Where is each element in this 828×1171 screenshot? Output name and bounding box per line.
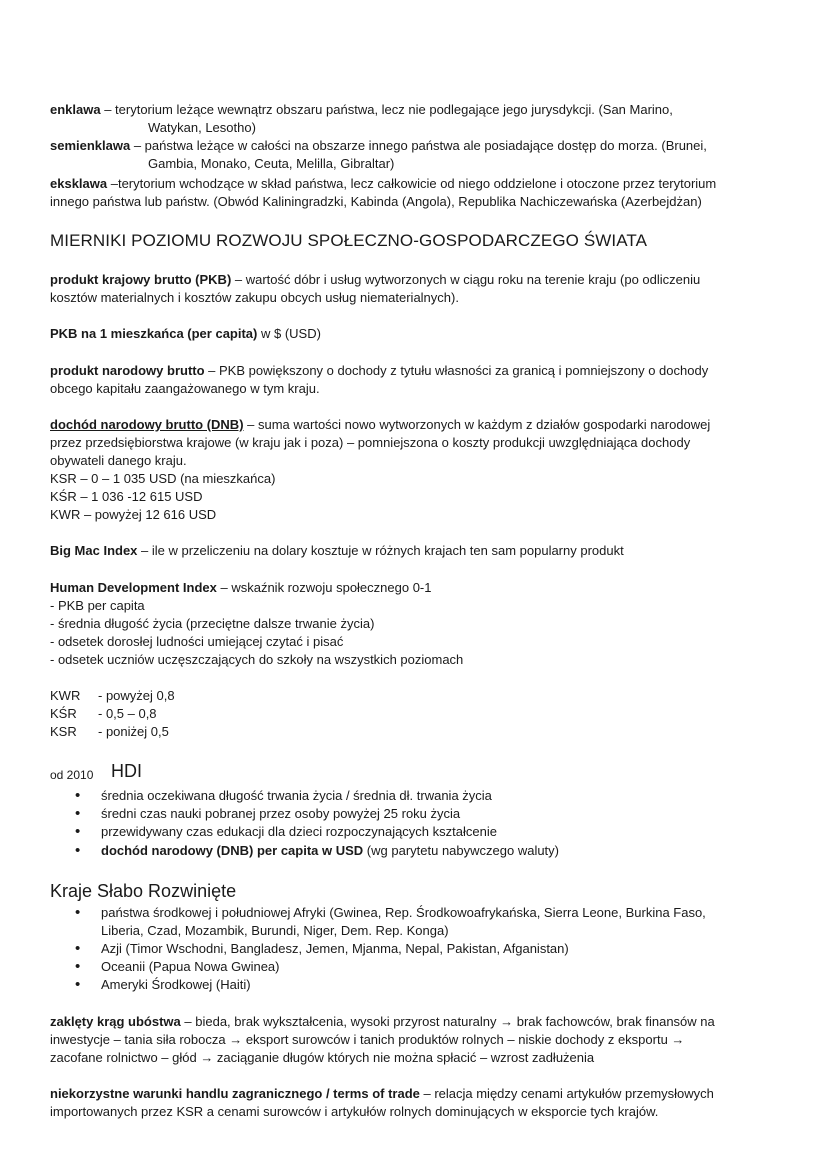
bigmac-definition: – ile w przeliczeniu na dolary kosztuje w różnych krajach ten sam popularny produkt <box>137 543 624 558</box>
ksr-bullet-oceania: • Oceanii (Papua Nowa Gwinea) <box>101 958 279 976</box>
ksr-bullet-africa: • państwa środkowej i południowej Afryki (Gwinea, Rep. Środkowoafrykańska, Sierra Leone, Burkina Faso, <box>101 904 706 922</box>
section-heading: MIERNIKI POZIOMU ROZWOJU SPOŁECZNO-GOSPODARCZEGO ŚWIATA <box>50 231 648 250</box>
hdi-item: - odsetek uczniów uczęszczających do szkoły na wszystkich poziomach <box>50 652 464 667</box>
enklawa-line-1 <box>50 101 673 119</box>
trade-term: niekorzystne warunki handlu zagranicznego / terms of trade <box>50 1086 420 1101</box>
eksklawa-definition: –terytorium wchodzące w skład państwa, lecz całkowicie od niego oddzielone i otoczone przez terytorium <box>107 176 717 191</box>
pkb-capita-line <box>50 325 321 343</box>
hdi-item: - średnia długość życia (przeciętne dalsze trwanie życia) <box>50 616 375 631</box>
pkb-capita-term: PKB na 1 mieszkańca (per capita) <box>50 326 258 341</box>
hdi-level-code: KWR <box>50 688 81 703</box>
bigmac-term: Big Mac Index <box>50 543 138 558</box>
hdi-new-bullet: • przewidywany czas edukacji dla dzieci rozpoczynających kształcenie <box>101 823 497 841</box>
pnb-line-1 <box>50 362 708 380</box>
semienklawa-examples: Gambia, Monako, Ceuta, Melilla, Gibraltar) <box>148 156 395 171</box>
krag-line-3: zacofane rolnictwo – głód → zaciąganie długów których nie można spłacić – wzrost zadłużenia <box>50 1050 595 1065</box>
hdi-level-code: KŚR <box>50 706 77 721</box>
hdi-new-bullet-rest: (wg parytetu nabywczego waluty) <box>363 843 559 858</box>
hdi-level-code: KSR <box>50 724 77 739</box>
dnb-range-kśr: KŚR – 1 036 -12 615 USD <box>50 489 203 504</box>
enklawa-examples: Watykan, Lesotho) <box>148 120 256 135</box>
eksklawa-line-1 <box>50 175 716 193</box>
pkb-capita-unit: w $ (USD) <box>257 326 321 341</box>
pkb-term: produkt krajowy brutto (PKB) <box>50 272 232 287</box>
hdi-line <box>50 579 431 597</box>
hdi-level-value: - powyżej 0,8 <box>98 688 175 703</box>
pkb-line-1 <box>50 271 700 289</box>
pnb-line-2: obcego kapitału zaangażowanego w tym kraju. <box>50 381 320 396</box>
hdi-item: - PKB per capita <box>50 598 145 613</box>
hdi-level-value: - poniżej 0,5 <box>98 724 169 739</box>
semienklawa-term: semienklawa <box>50 138 131 153</box>
eksklawa-examples: innego państwa lub państw. (Obwód Kaliningradzki, Kabinda (Angola), Republika Nachiczewańska (Azerbejdżan) <box>50 194 702 209</box>
hdi-new-title: HDI <box>111 761 142 781</box>
dnb-line-2: przez przedsiębiorstwa krajowe (w kraju jak i poza) – pomniejszona o koszty produkcji uwzględniająca dochody <box>50 435 691 450</box>
semienklawa-line-1 <box>50 137 707 155</box>
dnb-range-ksr: KSR – 0 – 1 035 USD (na mieszkańca) <box>50 471 276 486</box>
pnb-definition: – PKB powiększony o dochody z tytułu własności za granicą i pomniejszony o dochody <box>204 363 709 378</box>
krag-line-1 <box>50 1013 715 1031</box>
dnb-line-3: obywateli danego kraju. <box>50 453 187 468</box>
eksklawa-term: eksklawa <box>50 176 108 191</box>
dnb-line-1 <box>50 416 710 434</box>
dnb-term: dochód narodowy brutto (DNB) <box>50 417 244 432</box>
hdi-level-value: - 0,5 – 0,8 <box>98 706 157 721</box>
hdi-definition: – wskaźnik rozwoju społecznego 0-1 <box>216 580 432 595</box>
hdi-new-bullet: • średni czas nauki pobranej przez osoby powyżej 25 roku życia <box>101 805 460 823</box>
krag-definition: – bieda, brak wykształcenia, wysoki przyrost naturalny → brak fachowców, brak finansów na <box>180 1014 715 1029</box>
hdi-new-bullet-bold: dochód narodowy (DNB) per capita w USD <box>101 843 364 858</box>
semienklawa-definition: – państwa leżące w całości na obszarze innego państwa ale posiadające dostęp do morza. (Brunei, <box>130 138 707 153</box>
pnb-term: produkt narodowy brutto <box>50 363 205 378</box>
hdi-item: - odsetek dorosłej ludności umiejącej czytać i pisać <box>50 634 344 649</box>
ksr-bullet-africa-cont: Liberia, Czad, Mozambik, Burundi, Niger, Dem. Rep. Konga) <box>101 923 449 938</box>
dnb-range-kwr: KWR – powyżej 12 616 USD <box>50 507 217 522</box>
enklawa-definition: – terytorium leżące wewnątrz obszaru państwa, lecz nie podlegające jego jurysdykcji. (San Marino, <box>100 102 673 117</box>
dnb-definition: – suma wartości nowo wytworzonych w każdym z działów gospodarki narodowej <box>243 417 711 432</box>
trade-line-2: importowanych przez KSR a cenami surowców i artykułów rolnych dominujących w eksporcie tych krajów. <box>50 1104 659 1119</box>
ksr-heading: Kraje Słabo Rozwinięte <box>50 881 237 901</box>
hdi-new-prefix: od 2010 <box>50 768 94 782</box>
trade-definition: – relacja między cenami artykułów przemysłowych <box>419 1086 714 1101</box>
pkb-definition: – wartość dóbr i usług wytworzonych w ciągu roku na terenie kraju (po odliczeniu <box>231 272 701 287</box>
enklawa-term: enklawa <box>50 102 101 117</box>
hdi-new-bullet <box>101 842 559 860</box>
ksr-bullet-asia: • Azji (Timor Wschodni, Bangladesz, Jemen, Mjanma, Nepal, Pakistan, Afganistan) <box>101 940 569 958</box>
pkb-line-2: kosztów materialnych i kosztów zakupu obcych usług niematerialnych). <box>50 290 459 305</box>
bigmac-line <box>50 542 624 560</box>
trade-line-1 <box>50 1085 714 1103</box>
hdi-new-bullet: • średnia oczekiwana długość trwania życia / średnia dł. trwania życia <box>101 787 492 805</box>
krag-line-2: inwestycje – tania siła robocza → eksport surowców i tanich produktów rolnych – niskie dochody z eksportu → <box>50 1032 685 1047</box>
krag-term: zaklęty krąg ubóstwa <box>50 1014 181 1029</box>
ksr-bullet-america: • Ameryki Środkowej (Haiti) <box>101 976 251 994</box>
hdi-term: Human Development Index <box>50 580 217 595</box>
